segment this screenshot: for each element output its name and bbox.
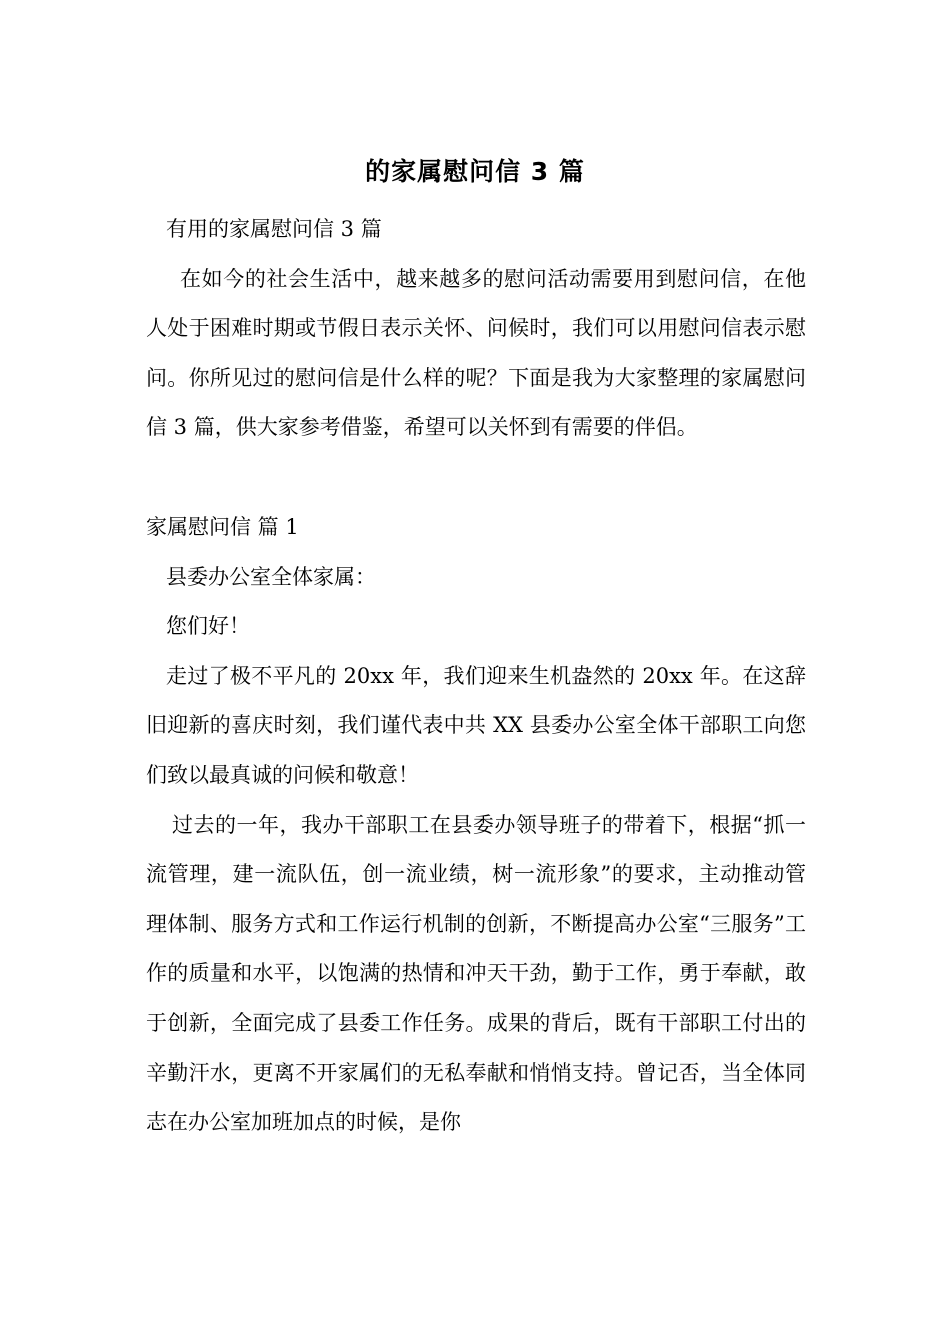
document-title: 的家属慰问信 3 篇 (365, 157, 585, 186)
body-paragraph-1: 走过了极不平凡的 20xx 年，我们迎来生机盎然的 20xx 年。在这辞旧迎新的喜庆时刻，我们谨代表中共 XX 县委办公室全体干部职工向您们致以最真诚的问候和敬意！ (146, 663, 806, 787)
section-heading: 家属慰问信 篇 1 (146, 514, 299, 539)
spacer (146, 453, 806, 503)
intro-paragraph: 在如今的社会生活中，越来越多的慰问活动需要用到慰问信，在他人处于困难时期或节假日表示关怀、问候时，我们可以用慰问信表示慰问。你所见过的慰问信是什么样的呢？下面是我为大家整理的家属慰问信 3 篇，供大家参考借鉴，希望可以关怀到有需要的伴侣。 (146, 266, 806, 440)
document-body (146, 205, 806, 1148)
greeting: 您们好！ (166, 614, 250, 639)
body-paragraph-2: 过去的一年，我办干部职工在县委办领导班子的带着下，根据“抓一流管理，建一流队伍，创一流业绩，树一流形象”的要求，主动推动管理体制、服务方式和工作运行机制的创新，不断提高办公室“三服务”工作的质量和水平，以饱满的热情和冲天干劲，勤于工作，勇于奉献，敢于创新，全面完成了县委工作任务。成果的背后，既有干部职工付出的辛勤汗水，更离不开家属们的无私奉献和悄悄支持。曾记否，当全体同志在办公室加班加点的时候，是你 (146, 812, 806, 1135)
salutation: 县委办公室全体家属： (166, 564, 376, 589)
document-subtitle: 有用的家属慰问信 3 篇 (166, 217, 382, 241)
